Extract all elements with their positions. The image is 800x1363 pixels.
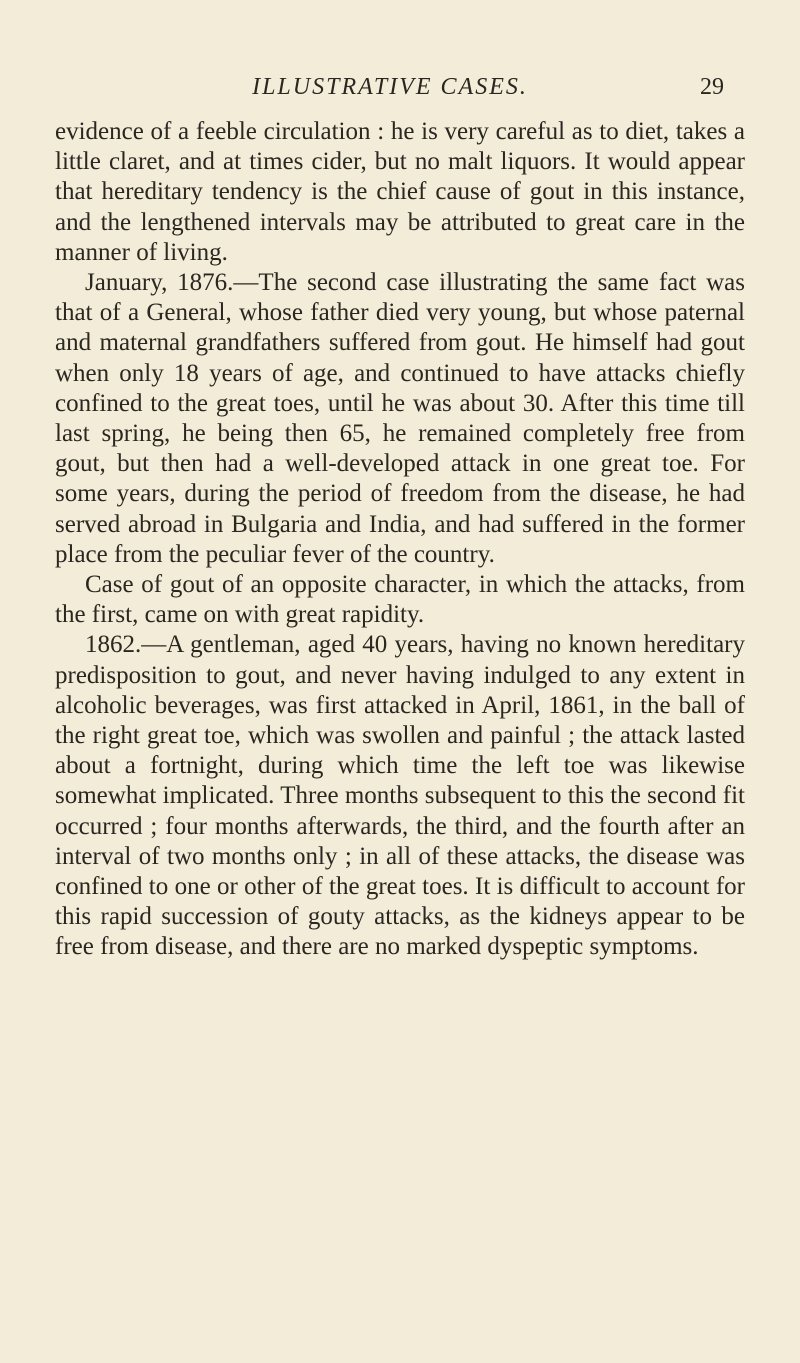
paragraph-gentleman-case: 1862.—A gentleman, aged 40 years, having no known hereditary predisposition to gout, and never having indulged to any extent in alcoholic beverages, was first attacked in April, 1861, in the ball of the right great toe, which was swollen and painful ; the attack lasted about a fortnight, during which time the left toe was likewise somewhat implicated. Three months subsequent to this the second fit occurred ; four months afterwards, the third, and the fourth after an interval of two months only ; in all of these attacks, the disease was confined to one or other of the great toes. It is difficult to account for this rapid succession of gouty attacks, as the kidneys appear to be free from disease, and there are no marked dyspeptic symptoms. (55, 631, 745, 961)
body-text (55, 117, 745, 963)
page-number: 29 (700, 74, 724, 100)
paragraph-case-heading: Case of gout of an opposite character, in which the attacks, from the first, came on with great rapidity. (55, 571, 745, 629)
running-head (0, 74, 800, 106)
running-title: ILLUSTRATIVE CASES. (252, 74, 528, 100)
paragraph-continuation: evidence of a feeble circulation : he is very careful as to diet, takes a little claret, and at times cider, but no malt liquors. It would appear that hereditary tendency is the chief cause of gout in this instance, and the lengthened intervals may be attributed to great care in the manner of living. (55, 118, 745, 266)
paragraph-general-case: January, 1876.—The second case illustrating the same fact was that of a General, whose father died very young, but whose paternal and maternal grandfathers suffered from gout. He himself had gout when only 18 years of age, and continued to have attacks chiefly confined to the great toes, until he was about 30. After this time till last spring, he being then 65, he remained completely free from gout, but then had a well-developed attack in one great toe. For some years, during the period of freedom from the disease, he had served abroad in Bulgaria and India, and had suffered in the former place from the peculiar fever of the country. (55, 269, 745, 568)
